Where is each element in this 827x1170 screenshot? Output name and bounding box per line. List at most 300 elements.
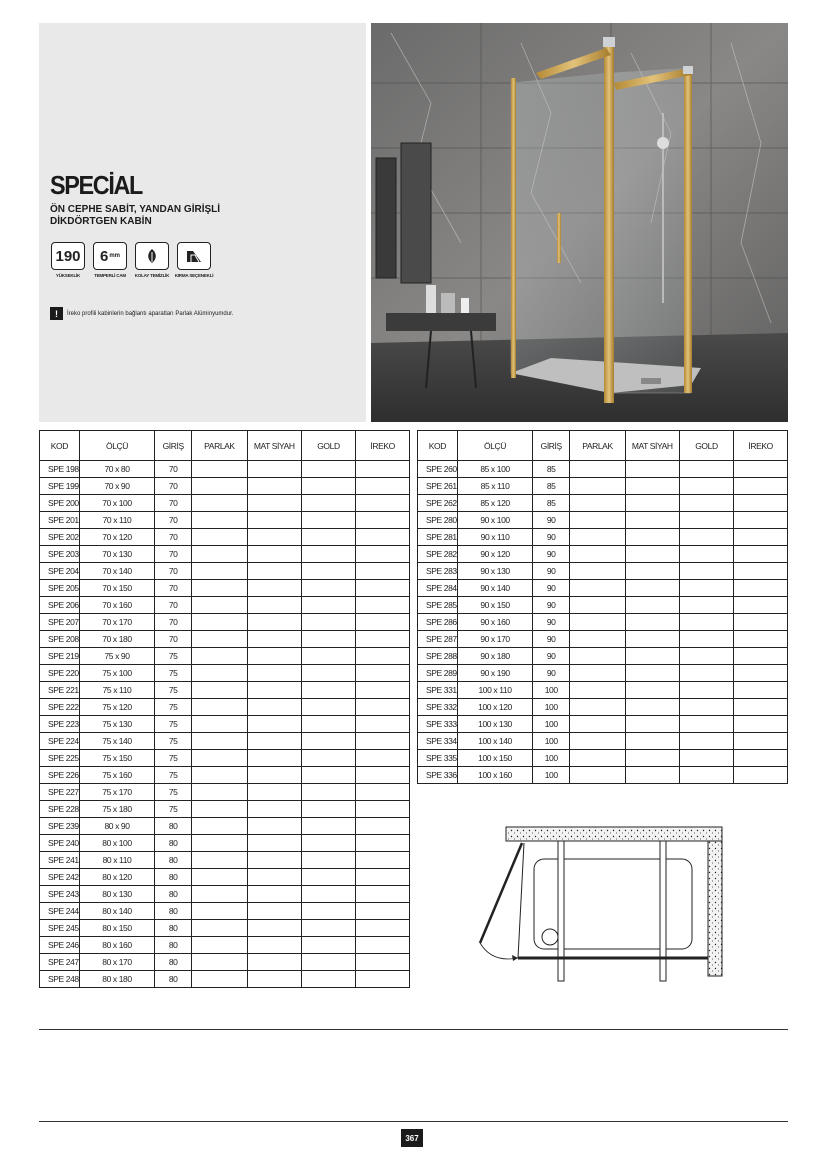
option-cell <box>192 665 248 682</box>
entry-cell: 75 <box>155 648 192 665</box>
feature-glass <box>92 242 128 278</box>
option-cell <box>247 716 301 733</box>
size-cell: 80 x 160 <box>79 937 154 954</box>
option-cell <box>679 512 734 529</box>
code-cell: SPE 332 <box>418 699 458 716</box>
entry-cell: 70 <box>155 631 192 648</box>
option-cell <box>301 597 356 614</box>
option-cell <box>192 767 248 784</box>
option-cell <box>625 750 679 767</box>
option-cell <box>625 614 679 631</box>
option-cell <box>570 512 626 529</box>
option-cell <box>247 767 301 784</box>
entry-cell: 70 <box>155 512 192 529</box>
table-row <box>418 529 788 546</box>
option-cell <box>679 699 734 716</box>
product-table-left <box>39 430 410 988</box>
product-table-right <box>417 430 788 784</box>
option-cell <box>192 971 248 988</box>
option-cell <box>301 682 356 699</box>
option-cell <box>247 954 301 971</box>
option-cell <box>301 835 356 852</box>
code-cell: SPE 228 <box>40 801 80 818</box>
option-cell <box>734 529 788 546</box>
code-cell: SPE 227 <box>40 784 80 801</box>
option-cell <box>734 631 788 648</box>
option-cell <box>301 784 356 801</box>
option-cell <box>356 563 410 580</box>
size-cell: 70 x 160 <box>79 597 154 614</box>
size-cell: 80 x 150 <box>79 920 154 937</box>
table-row <box>40 461 410 478</box>
column-header: İREKO <box>356 431 410 461</box>
code-cell: SPE 244 <box>40 903 80 920</box>
table-row <box>418 614 788 631</box>
option-cell <box>247 784 301 801</box>
option-cell <box>301 614 356 631</box>
option-cell <box>679 733 734 750</box>
option-cell <box>192 784 248 801</box>
size-cell: 90 x 150 <box>457 597 533 614</box>
options-icon <box>177 242 211 270</box>
table-row <box>40 546 410 563</box>
code-cell: SPE 204 <box>40 563 80 580</box>
option-cell <box>301 461 356 478</box>
feature-label: KIRMA SEÇENEKLİ <box>174 273 214 278</box>
option-cell <box>679 478 734 495</box>
glass-thickness-unit: mm <box>109 253 120 259</box>
column-header: MAT SİYAH <box>625 431 679 461</box>
product-photo <box>371 23 788 422</box>
table-header-row <box>40 431 410 461</box>
option-cell <box>356 648 410 665</box>
entry-cell: 100 <box>533 733 570 750</box>
option-cell <box>192 801 248 818</box>
entry-cell: 90 <box>533 648 570 665</box>
size-cell: 70 x 90 <box>79 478 154 495</box>
option-cell <box>247 512 301 529</box>
entry-cell: 80 <box>155 835 192 852</box>
option-cell <box>301 648 356 665</box>
table-row <box>40 580 410 597</box>
option-cell <box>192 597 248 614</box>
option-cell <box>356 869 410 886</box>
product-title: SPECİAL <box>50 170 142 200</box>
table-row <box>40 682 410 699</box>
size-cell: 90 x 110 <box>457 529 533 546</box>
option-cell <box>301 580 356 597</box>
feature-label: KOLAY TEMİZLİK <box>134 273 170 278</box>
entry-cell: 100 <box>533 716 570 733</box>
option-cell <box>625 461 679 478</box>
size-cell: 80 x 180 <box>79 971 154 988</box>
option-cell <box>570 580 626 597</box>
table-row <box>418 631 788 648</box>
option-cell <box>625 733 679 750</box>
code-cell: SPE 202 <box>40 529 80 546</box>
size-cell: 75 x 140 <box>79 733 154 750</box>
size-cell: 90 x 160 <box>457 614 533 631</box>
size-cell: 75 x 110 <box>79 682 154 699</box>
table-row <box>40 971 410 988</box>
option-cell <box>356 682 410 699</box>
entry-cell: 70 <box>155 597 192 614</box>
table-row <box>40 716 410 733</box>
option-cell <box>679 750 734 767</box>
table-row <box>40 529 410 546</box>
option-cell <box>192 648 248 665</box>
option-cell <box>301 495 356 512</box>
code-cell: SPE 288 <box>418 648 458 665</box>
entry-cell: 75 <box>155 767 192 784</box>
option-cell <box>734 614 788 631</box>
option-cell <box>301 665 356 682</box>
option-cell <box>247 461 301 478</box>
code-cell: SPE 289 <box>418 665 458 682</box>
height-icon <box>51 242 85 270</box>
table-row <box>40 818 410 835</box>
option-cell <box>625 699 679 716</box>
option-cell <box>301 971 356 988</box>
table-row <box>418 716 788 733</box>
option-cell <box>192 903 248 920</box>
code-cell: SPE 206 <box>40 597 80 614</box>
option-cell <box>356 699 410 716</box>
table-row <box>418 495 788 512</box>
code-cell: SPE 224 <box>40 733 80 750</box>
option-cell <box>734 648 788 665</box>
table-row <box>40 478 410 495</box>
option-cell <box>247 801 301 818</box>
option-cell <box>247 682 301 699</box>
table-row <box>418 665 788 682</box>
option-cell <box>625 563 679 580</box>
option-cell <box>301 937 356 954</box>
table-row <box>418 699 788 716</box>
table-row <box>40 852 410 869</box>
option-cell <box>356 903 410 920</box>
code-cell: SPE 200 <box>40 495 80 512</box>
subtitle-line: DİKDÖRTGEN KABİN <box>50 216 152 227</box>
option-cell <box>356 767 410 784</box>
option-cell <box>356 818 410 835</box>
option-cell <box>301 801 356 818</box>
code-cell: SPE 221 <box>40 682 80 699</box>
code-cell: SPE 283 <box>418 563 458 580</box>
table-row <box>418 682 788 699</box>
option-cell <box>192 580 248 597</box>
option-cell <box>247 495 301 512</box>
option-cell <box>570 631 626 648</box>
feature-options <box>176 242 212 278</box>
entry-cell: 90 <box>533 546 570 563</box>
entry-cell: 90 <box>533 512 570 529</box>
code-cell: SPE 335 <box>418 750 458 767</box>
option-cell <box>192 954 248 971</box>
code-cell: SPE 208 <box>40 631 80 648</box>
option-cell <box>570 495 626 512</box>
option-cell <box>247 699 301 716</box>
option-cell <box>570 648 626 665</box>
option-cell <box>192 512 248 529</box>
option-cell <box>679 631 734 648</box>
table-row <box>418 461 788 478</box>
entry-cell: 75 <box>155 665 192 682</box>
subtitle-line: ÖN CEPHE SABİT, YANDAN GİRİŞLİ <box>50 204 221 215</box>
table-header-row <box>418 431 788 461</box>
code-cell: SPE 280 <box>418 512 458 529</box>
size-cell: 70 x 180 <box>79 631 154 648</box>
option-cell <box>570 750 626 767</box>
option-cell <box>301 563 356 580</box>
floor-plan-drawing <box>462 823 742 983</box>
entry-cell: 80 <box>155 971 192 988</box>
entry-cell: 70 <box>155 546 192 563</box>
option-cell <box>625 495 679 512</box>
option-cell <box>247 648 301 665</box>
option-cell <box>570 546 626 563</box>
product-subtitle <box>50 204 280 228</box>
size-cell: 70 x 170 <box>79 614 154 631</box>
option-cell <box>679 682 734 699</box>
option-cell <box>247 614 301 631</box>
entry-cell: 70 <box>155 580 192 597</box>
code-cell: SPE 243 <box>40 886 80 903</box>
option-cell <box>301 886 356 903</box>
code-cell: SPE 225 <box>40 750 80 767</box>
option-cell <box>301 869 356 886</box>
option-cell <box>192 716 248 733</box>
option-cell <box>734 699 788 716</box>
option-cell <box>679 767 734 784</box>
column-header: PARLAK <box>570 431 626 461</box>
option-cell <box>301 529 356 546</box>
option-cell <box>734 733 788 750</box>
option-cell <box>192 835 248 852</box>
option-cell <box>625 546 679 563</box>
table-row <box>40 495 410 512</box>
code-cell: SPE 198 <box>40 461 80 478</box>
size-cell: 70 x 100 <box>79 495 154 512</box>
size-cell: 90 x 120 <box>457 546 533 563</box>
option-cell <box>301 920 356 937</box>
option-cell <box>356 750 410 767</box>
option-cell <box>247 750 301 767</box>
option-cell <box>192 937 248 954</box>
code-cell: SPE 220 <box>40 665 80 682</box>
option-cell <box>570 665 626 682</box>
column-header: ÖLÇÜ <box>79 431 154 461</box>
table-row <box>40 699 410 716</box>
option-cell <box>192 546 248 563</box>
entry-cell: 70 <box>155 478 192 495</box>
table-body <box>418 461 788 784</box>
code-cell: SPE 286 <box>418 614 458 631</box>
option-cell <box>192 886 248 903</box>
option-cell <box>356 954 410 971</box>
size-cell: 80 x 140 <box>79 903 154 920</box>
option-cell <box>679 495 734 512</box>
feature-easy-clean <box>134 242 170 278</box>
option-cell <box>734 478 788 495</box>
entry-cell: 100 <box>533 767 570 784</box>
entry-cell: 70 <box>155 529 192 546</box>
option-cell <box>356 920 410 937</box>
code-cell: SPE 245 <box>40 920 80 937</box>
entry-cell: 75 <box>155 682 192 699</box>
option-cell <box>192 852 248 869</box>
option-cell <box>247 852 301 869</box>
option-cell <box>247 665 301 682</box>
option-cell <box>247 597 301 614</box>
table-row <box>418 563 788 580</box>
option-cell <box>301 767 356 784</box>
table-row <box>418 733 788 750</box>
option-cell <box>734 665 788 682</box>
table-row <box>40 767 410 784</box>
option-cell <box>192 614 248 631</box>
code-cell: SPE 260 <box>418 461 458 478</box>
size-cell: 75 x 170 <box>79 784 154 801</box>
entry-cell: 85 <box>533 495 570 512</box>
table-row <box>40 920 410 937</box>
option-cell <box>570 614 626 631</box>
table-row <box>418 580 788 597</box>
size-cell: 85 x 100 <box>457 461 533 478</box>
size-cell: 90 x 180 <box>457 648 533 665</box>
tempered-glass-icon <box>93 242 127 270</box>
option-cell <box>679 716 734 733</box>
option-cell <box>356 937 410 954</box>
code-cell: SPE 248 <box>40 971 80 988</box>
code-cell: SPE 239 <box>40 818 80 835</box>
option-cell <box>356 461 410 478</box>
code-cell: SPE 205 <box>40 580 80 597</box>
option-cell <box>301 512 356 529</box>
option-cell <box>247 546 301 563</box>
option-cell <box>301 818 356 835</box>
column-header: KOD <box>418 431 458 461</box>
option-cell <box>301 716 356 733</box>
table-body <box>40 461 410 988</box>
size-cell: 90 x 130 <box>457 563 533 580</box>
entry-cell: 80 <box>155 886 192 903</box>
entry-cell: 70 <box>155 461 192 478</box>
code-cell: SPE 207 <box>40 614 80 631</box>
option-cell <box>734 563 788 580</box>
option-cell <box>247 835 301 852</box>
size-cell: 75 x 120 <box>79 699 154 716</box>
option-cell <box>356 580 410 597</box>
entry-cell: 70 <box>155 495 192 512</box>
table-row <box>40 784 410 801</box>
option-cell <box>625 716 679 733</box>
table-row <box>418 750 788 767</box>
option-cell <box>356 614 410 631</box>
option-cell <box>356 546 410 563</box>
entry-cell: 80 <box>155 903 192 920</box>
code-cell: SPE 240 <box>40 835 80 852</box>
shower-cabin-photo <box>371 23 788 422</box>
table-row <box>40 631 410 648</box>
option-cell <box>356 665 410 682</box>
code-cell: SPE 226 <box>40 767 80 784</box>
option-cell <box>625 478 679 495</box>
option-cell <box>247 903 301 920</box>
code-cell: SPE 247 <box>40 954 80 971</box>
option-cell <box>356 784 410 801</box>
option-cell <box>192 495 248 512</box>
entry-cell: 100 <box>533 699 570 716</box>
option-cell <box>679 529 734 546</box>
entry-cell: 75 <box>155 801 192 818</box>
table-row <box>40 733 410 750</box>
column-header: ÖLÇÜ <box>457 431 533 461</box>
option-cell <box>192 563 248 580</box>
code-cell: SPE 284 <box>418 580 458 597</box>
size-cell: 100 x 110 <box>457 682 533 699</box>
size-cell: 100 x 120 <box>457 699 533 716</box>
option-cell <box>356 631 410 648</box>
code-cell: SPE 241 <box>40 852 80 869</box>
code-cell: SPE 285 <box>418 597 458 614</box>
table-row <box>40 665 410 682</box>
option-cell <box>570 716 626 733</box>
option-cell <box>192 631 248 648</box>
option-cell <box>192 682 248 699</box>
option-cell <box>734 546 788 563</box>
entry-cell: 100 <box>533 750 570 767</box>
option-cell <box>734 580 788 597</box>
option-cell <box>679 665 734 682</box>
option-cell <box>734 750 788 767</box>
code-cell: SPE 282 <box>418 546 458 563</box>
size-cell: 90 x 140 <box>457 580 533 597</box>
table-row <box>40 563 410 580</box>
code-cell: SPE 222 <box>40 699 80 716</box>
code-cell: SPE 246 <box>40 937 80 954</box>
option-cell <box>192 529 248 546</box>
table-row <box>418 597 788 614</box>
column-header: MAT SİYAH <box>247 431 301 461</box>
option-cell <box>356 801 410 818</box>
profile-note <box>50 307 233 320</box>
divider <box>39 1029 788 1030</box>
option-cell <box>679 461 734 478</box>
size-cell: 75 x 90 <box>79 648 154 665</box>
option-cell <box>625 512 679 529</box>
option-cell <box>301 954 356 971</box>
column-header: GİRİŞ <box>533 431 570 461</box>
entry-cell: 75 <box>155 733 192 750</box>
page-number: 367 <box>401 1129 423 1147</box>
table-row <box>418 512 788 529</box>
size-cell: 80 x 130 <box>79 886 154 903</box>
note-text: İreko profili kabinlerin bağlantı aparatları Parlak Alüminyumdur. <box>67 310 234 317</box>
feature-label: YÜKSEKLİK <box>55 273 81 278</box>
size-cell: 75 x 180 <box>79 801 154 818</box>
option-cell <box>734 495 788 512</box>
option-cell <box>192 750 248 767</box>
table-row <box>40 512 410 529</box>
option-cell <box>570 699 626 716</box>
table-row <box>40 903 410 920</box>
option-cell <box>247 937 301 954</box>
entry-cell: 80 <box>155 869 192 886</box>
option-cell <box>301 750 356 767</box>
option-cell <box>625 665 679 682</box>
option-cell <box>679 546 734 563</box>
